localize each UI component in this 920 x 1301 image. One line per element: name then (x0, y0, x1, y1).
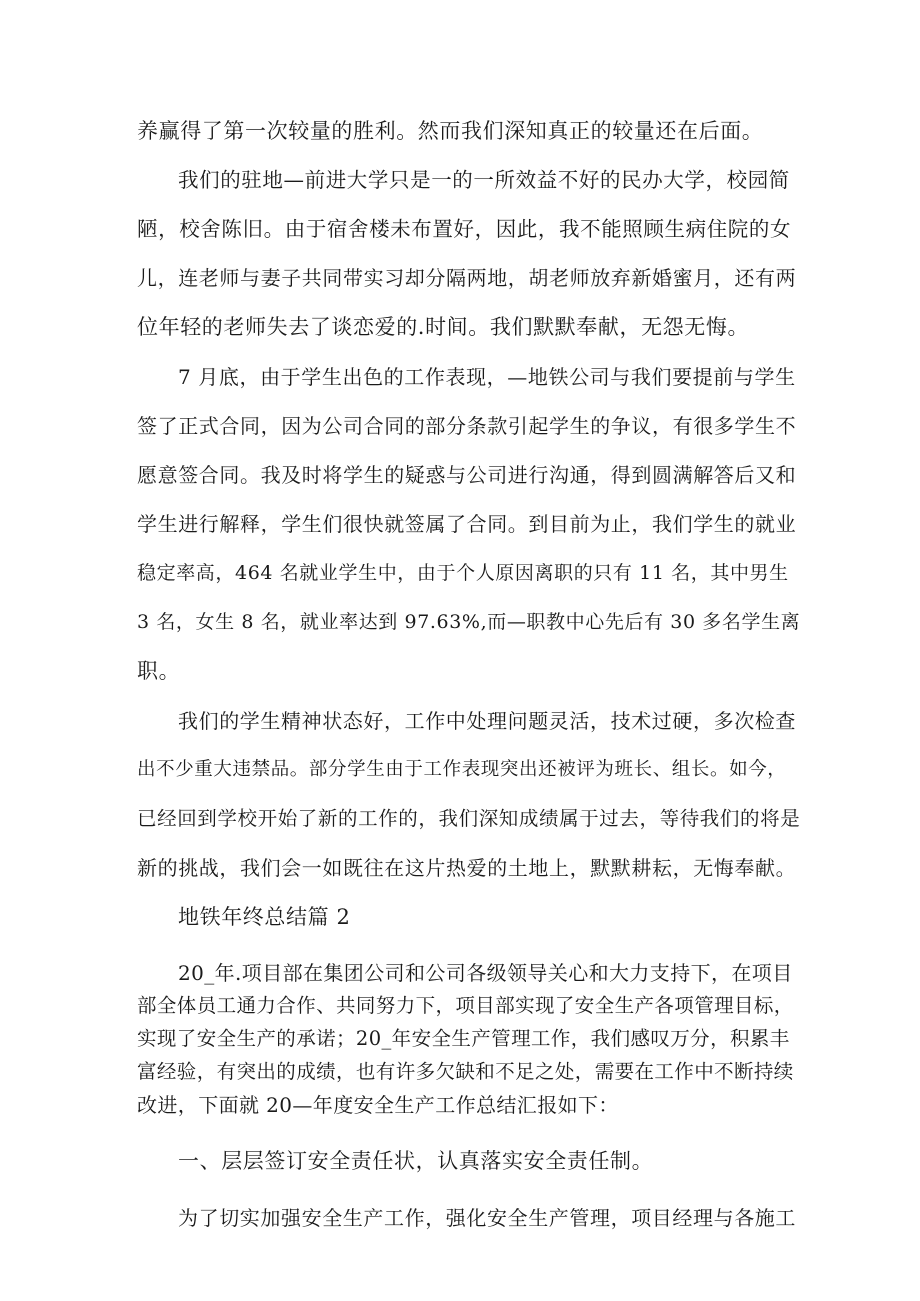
text-line: 我们的驻地—前进大学只是一的一所效益不好的民办大学，校园简 (178, 168, 790, 192)
text-line: 已经回到学校开始了新的工作的，我们深知成绩属于过去，等待我们的将是 (137, 807, 801, 830)
text-line: 愿意签合同。我及时将学生的疑惑与公司进行沟通，得到圆满解答后又和 (137, 463, 797, 487)
subsection-heading: 一、层层签订安全责任状，认真落实安全责任制。 (178, 1149, 654, 1173)
text-line: 部全体员工通力合作、共同努力下，项目部实现了安全生产各项管理目标， (137, 994, 794, 1017)
text-line: 为了切实加强安全生产工作，强化安全生产管理，项目经理与各施工 (178, 1206, 796, 1230)
text-line: 20_年.项目部在集团公司和公司各级领导关心和大力支持下，在项目 (178, 961, 793, 985)
text-line: 实现了安全生产的承诺；20_年安全生产管理工作，我们感叹万分，积累丰 (137, 1027, 790, 1050)
text-line: 学生进行解释，学生们很快就签属了合同。到目前为止，我们学生的就业 (137, 512, 797, 536)
text-line: 我们的学生精神状态好，工作中处理问题灵活，技术过硬，多次检查 (178, 709, 796, 733)
text-line: 儿，连老师与妻子共同带实习却分隔两地，胡老师放弃新婚蜜月，还有两 (137, 266, 797, 290)
text-line: 职。 (137, 659, 181, 683)
text-line: 7 月底，由于学生出色的工作表现，—地铁公司与我们要提前与学生 (178, 365, 796, 389)
text-line: 签了正式合同，因为公司合同的部分条款引起学生的争议，有很多学生不 (137, 414, 797, 438)
text-line: 富经验，有突出的成绩，也有许多欠缺和不足之处，需要在工作中不断持续 (137, 1060, 794, 1083)
text-line: 养赢得了第一次较量的胜利。然而我们深知真正的较量还在后面。 (137, 119, 764, 143)
text-line: 3 名，女生 8 名，就业率达到 97.63%,而—职教中心先后有 30 多名学生离 (137, 611, 801, 633)
section-heading: 地铁年终总结篇 2 (178, 905, 351, 929)
text-line: 位年轻的老师失去了谈恋爱的.时间。我们默默奉献，无怨无悔。 (137, 315, 750, 339)
text-line: 改进，下面就 20—年度安全生产工作总结汇报如下： (137, 1093, 619, 1117)
text-line: 出不少重大违禁品。部分学生由于工作表现突出还被评为班长、组长。如今， (137, 759, 787, 780)
text-line: 新的挑战，我们会一如既往在这片热爱的土地上，默默耕耘，无悔奉献。 (137, 856, 797, 880)
text-line: 陋，校舍陈旧。由于宿舍楼未布置好，因此，我不能照顾生病住院的女 (137, 217, 792, 241)
text-line: 稳定率高，464 名就业学生中，由于个人原因离职的只有 11 名，其中男生 (137, 562, 789, 584)
